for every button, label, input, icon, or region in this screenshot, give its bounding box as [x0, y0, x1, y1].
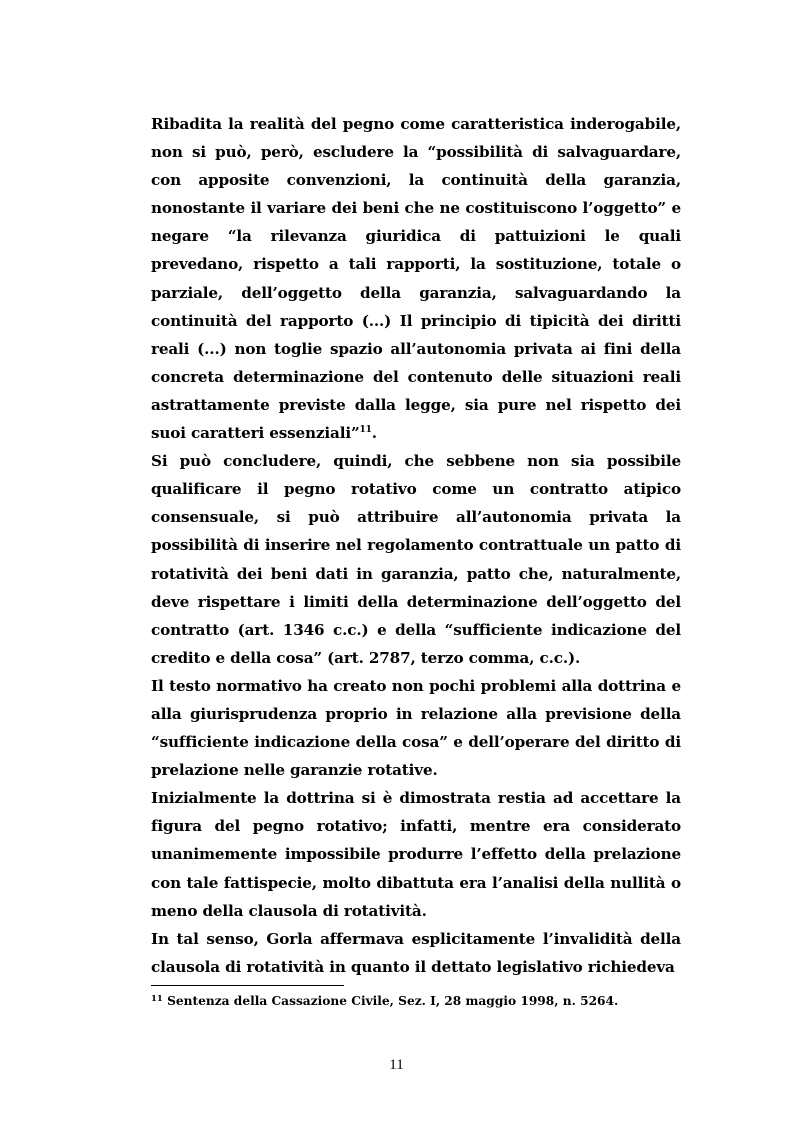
footnote-separator [151, 985, 344, 986]
footnote-number: 11 [151, 994, 163, 1004]
paragraph-4: Inizialmente la dottrina si è dimostrata restia ad accettare la figura del pegno rotativo; infatti, mentre era considerato unanimemente impossibile produrre l’effetto della prelazione con tale fattispecie, molto dibattuta era l’analisi della nullità o meno della clausola di rotatività. [151, 789, 681, 920]
paragraph-1-tail: . [371, 424, 377, 443]
footnote-text: Sentenza della Cassazione Civile, Sez. I, 28 maggio 1998, n. 5264. [162, 994, 619, 1008]
paragraph-1 [151, 110, 681, 447]
footnote [151, 992, 681, 1010]
page-number: 11 [389, 1057, 404, 1073]
paragraph-3: Il testo normativo ha creato non pochi problemi alla dottrina e alla giurisprudenza proprio in relazione alla previsione della “sufficiente indicazione della cosa” e dell’operare del diritto di prelazione nelle garanzie rotative. [151, 676, 681, 780]
paragraph-5: In tal senso, Gorla affermava esplicitamente l’invalidità della clausola di rotatività in quanto il dettato legislativo richiedeva [151, 929, 681, 976]
footnote-reference: 11 [359, 425, 372, 436]
paragraph-2: Si può concludere, quindi, che sebbene non sia possibile qualificare il pegno rotativo come un contratto atipico consensuale, si può attribuire all’autonomia privata la possibilità di inserire nel regolamento contrattuale un patto di rotatività dei beni dati in garanzia, patto che, naturalmente, deve rispettare i limiti della determinazione dell’oggetto del contratto (art. 1346 c.c.) e della “sufficiente indicazione del credito e della cosa” (art. 2787, terzo comma, c.c.). [151, 452, 681, 667]
paragraph-1-text: Ribadita la realità del pegno come caratteristica inderogabile, non si può, però, escludere la “possibilità di salvaguardare, con apposite convenzioni, la continuità della garanzia, nonostante il variare dei beni che ne costituiscono l’oggetto” e negare “la rilevanza giuridica di pattuizioni le quali prevedano, rispetto a tali rapporti, la sostituzione, totale o parziale, dell’oggetto della garanzia, salvaguardando la continuità del rapporto (...) Il principio di tipicità dei diritti reali (...) non toglie spazio all’autonomia privata ai fini della concreta determinazione del contenuto delle situazioni reali astrattamente previste dalla legge, sia pure nel rispetto dei suoi caratteri essenziali” [151, 115, 681, 443]
body-text [151, 110, 681, 981]
